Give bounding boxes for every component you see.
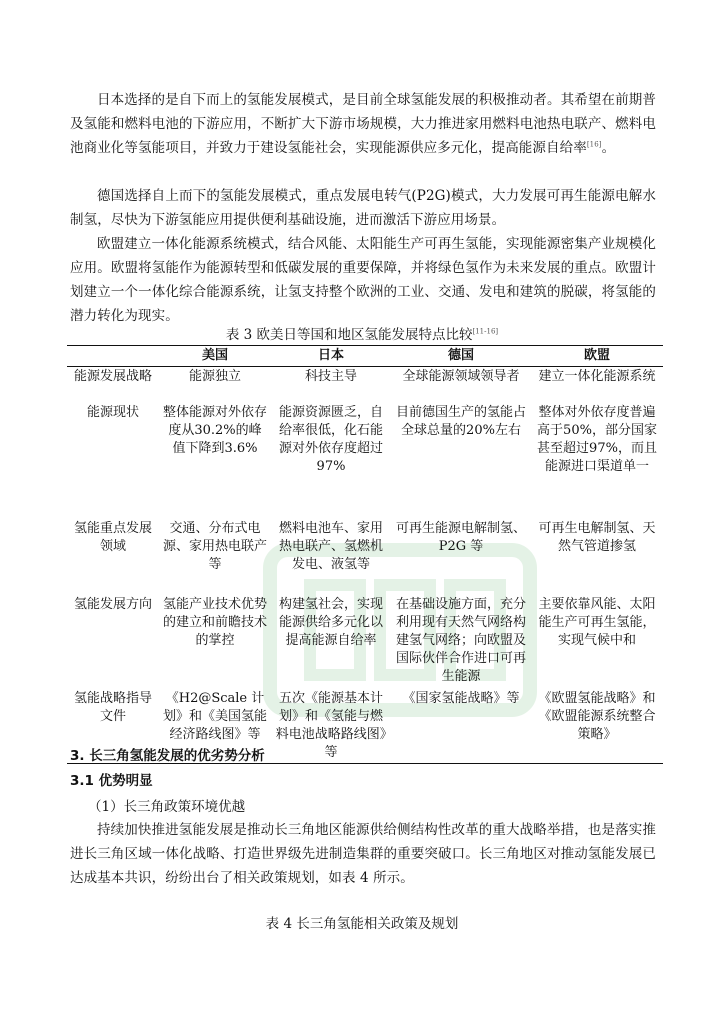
- header-cell: 欧盟: [531, 346, 663, 367]
- list-item-heading: （1）长三角政策环境优越: [88, 799, 246, 815]
- table-row: [67, 595, 663, 689]
- paragraph-yrd: 持续加快推进氢能发展是推动长三角地区能源供给侧结构性改革的重大战略举措，也是落实推进长三角区域一体化战略、打造世界级先进制造集群的重要突破口。长三角地区对推动氢能发展已达成基本共识，纷纷出台了相关政策规划，如表 4 所示。: [70, 822, 656, 886]
- paragraph-germany: 德国选择自上而下的氢能发展模式，重点发展电转气(P2G)模式，大力发展可再生能源电解水制氢，尽快为下游氢能应用提供便利基础设施，进而激活下游应用场景。: [70, 188, 656, 228]
- table-row: [67, 519, 663, 595]
- header-cell: 日本: [271, 346, 391, 367]
- table-cell: 构建氢社会，实现能源供给多元化以提高能源自给率: [278, 597, 383, 648]
- table-cell: 整体对外依存度普遍高于50%，部分国家甚至超过97%，而且能源进口渠道单一: [537, 405, 657, 474]
- table-cell: 能源资源匮乏，自给率很低，化石能源对外依存度超过97%: [278, 405, 383, 474]
- header-cell: 德国: [391, 346, 531, 367]
- table-row: [67, 367, 663, 404]
- table-cell: 主要依靠风能、太阳能生产可再生氢能，实现气候中和: [538, 597, 656, 648]
- table-cell: 交通、分布式电源、家用热电联产等: [162, 521, 267, 572]
- table-cell: 燃料电池车、家用热电联产、氢燃机发电、液氢等: [278, 521, 383, 572]
- table-cell: 建立一体化能源系统: [538, 369, 656, 384]
- table-cell: 氢能产业技术优势的建立和前瞻技术的掌控: [162, 597, 267, 648]
- table3-caption: 表 3 欧美日等国和地区氢能发展特点比较[11-16]: [225, 327, 499, 343]
- table-cell: 科技主导: [304, 369, 357, 384]
- citation-ref: [16]: [586, 140, 602, 149]
- table-cell: 《H2@Scale 计划》和《美国氢能经济路线图》等: [159, 689, 271, 764]
- table-cell: 可再生电解制氢、天然气管道掺氢: [538, 521, 656, 554]
- table-cell: 五次《能源基本计划》和《氢能与燃料电池战略路线图》等: [271, 689, 391, 764]
- table-row: [67, 403, 663, 519]
- table-cell: 能源发展战略: [73, 369, 152, 384]
- header-cell: [67, 346, 159, 367]
- table-cell: 氢能发展方向: [73, 597, 152, 612]
- table-cell: 能源现状: [86, 405, 139, 420]
- table-cell: 在基础设施方面，充分利用现有天然气网络构建氢气网络；向欧盟及国际伙伴合作进口可再生能源: [395, 597, 526, 684]
- header-cell: 美国: [159, 346, 271, 367]
- table-cell: 氢能重点发展领域: [73, 521, 152, 554]
- table-cell: 整体能源对外依存度从30.2%的峰值下降到3.6%: [162, 405, 267, 456]
- subsection-heading: 3.1 优势明显: [70, 773, 153, 789]
- table-header-row: [67, 346, 663, 367]
- table-cell: 《国家氢能战略》等: [391, 689, 531, 764]
- section-heading: 3. 长三角氢能发展的优劣势分析: [70, 748, 265, 764]
- table-cell: 《欧盟氢能战略》和《欧盟能源系统整合策略》: [531, 689, 663, 764]
- paragraph-eu: 欧盟建立一体化能源系统模式，结合风能、太阳能生产可再生氢能，实现能源密集产业规模化应用。欧盟将氢能作为能源转型和低碳发展的重要保障，并将绿色氢作为未来发展的重点。欧盟计划建立一个一体化综合能源系统，让氢支持整个欧洲的工业、交通、发电和建筑的脱碳，将氢能的潜力转化为现实。: [70, 236, 656, 324]
- paragraph-japan: 日本选择的是自下而上的氢能发展模式，是目前全球氢能发展的积极推动者。其希望在前期普及氢能和燃料电池的下游应用，不断扩大下游市场规模，大力推进家用燃料电池热电联产、燃料电池商业化等氢能项目，并致力于建设氢能社会，实现能源供应多元化，提高能源自给率[16]。: [70, 92, 656, 156]
- table-cell: 可再生能源电解制氢、P2G 等: [395, 521, 526, 554]
- comparison-table: [67, 345, 663, 764]
- citation-ref: [11-16]: [472, 327, 499, 336]
- table-cell: 能源独立: [188, 369, 241, 384]
- table-cell: 目前德国生产的氢能占全球总量的20%左右: [395, 405, 526, 438]
- table4-caption: 表 4 长三角氢能相关政策及规划: [265, 916, 459, 932]
- table-cell: 氢能战略指导文件: [67, 689, 159, 764]
- table-cell: 全球能源领域领导者: [402, 369, 520, 384]
